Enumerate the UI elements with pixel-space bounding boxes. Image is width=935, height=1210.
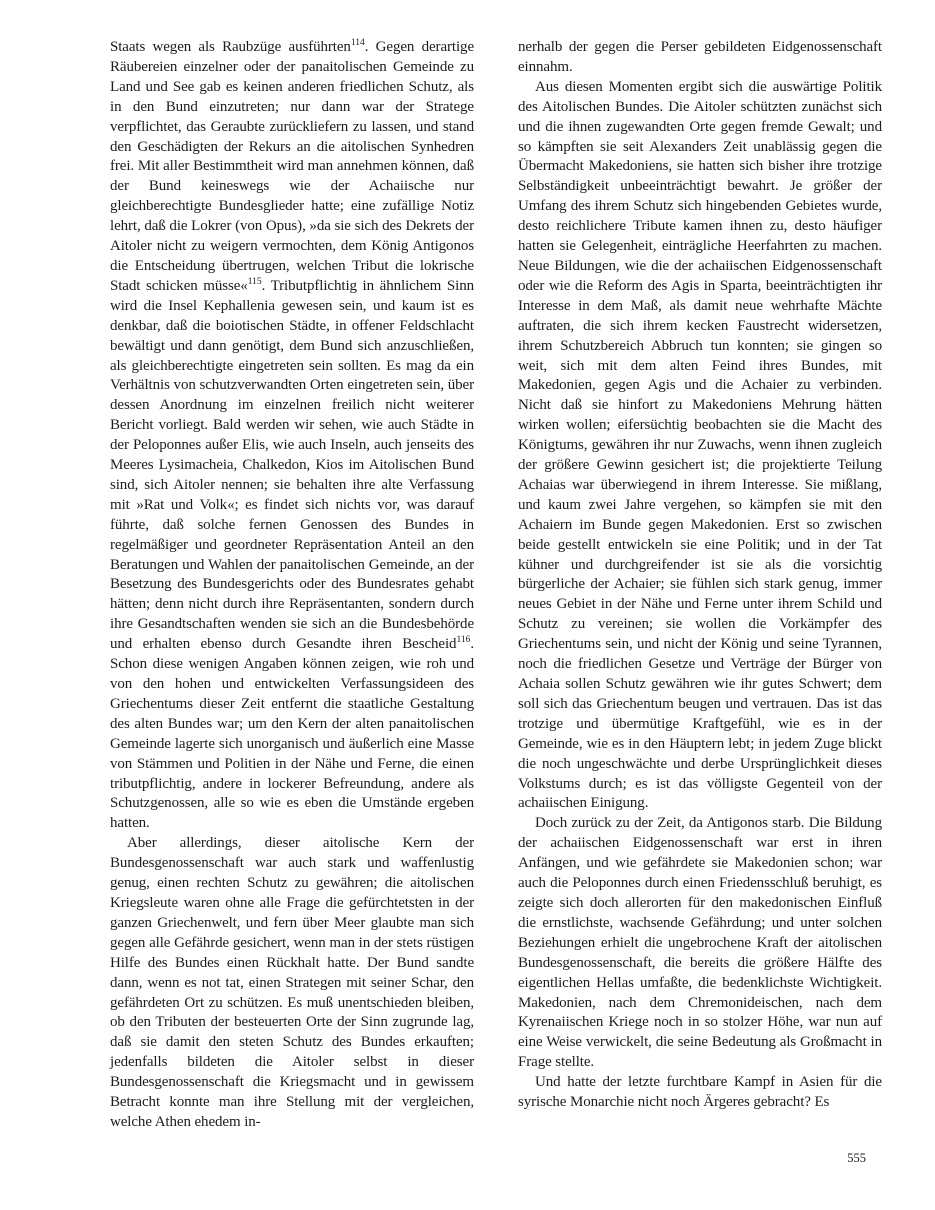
text-columns [110, 38, 882, 1133]
footnote-reference: 116 [456, 635, 471, 646]
paragraph: Doch zurück zu der Zeit, da Antigonos starb. Die Bildung der achaiischen Eidgenossenschaft war erst in ihren Anfängen, und wie gefährdete sie Makedonien schon; war auch die Peloponnes durch einen Friedensschluß beruhigt, es zeigte sich doch allerorten für den makedonischen Einfluß die ernstlichste, wachsende Gefährdung; und unter solchen Beziehungen erhielt die ungebrochene Kraft der aitolischen Bundesgenossenschaft, die bereits die größere Hälfte des eigentlichen Hellas umfaßte, die bedenklichste Wichtigkeit. Makedonien, nach dem Chremonideischen, nach dem Kyrenaiischen Kriege noch in so stolzer Höhe, war nun auf eine Weise verwickelt, die seine Bedeutung als Großmacht in Frage stellte. [518, 815, 882, 1071]
paragraph: Aus diesen Momenten ergibt sich die auswärtige Politik des Aitolischen Bundes. Die Aitoler schützten zunächst sich und die ihnen zugewandten Orte gegen fremde Gewalt; und so kämpften sie seit Alexanders Zeit unablässig gegen die Übermacht Makedoniens, sie hatten sich bisher ihre trotzige Selbständigkeit unbeeinträchtigt bewahrt. Je größer der Umfang des ihrem Schutz sich hingebenden Gebietes wurde, desto reichlichere Tribute kamen ihnen zu, desto häufiger hatten sie Gelegenheit, einträgliche Heerfahrten zu machen. Neue Bildungen, wie die der achaiischen Eidgenossenschaft oder wie die Reform des Agis in Sparta, beeinträchtigten ihr Interesse in dem Maß, als damit neue wehrhafte Mächte auftraten, die sich ihrem kecken Faustrecht widersetzen, ihrem Schutzbereich Abbruch tun konnten; sie gingen so weit, sich mit dem alten Feind ihres Bundes, mit Makedonien, gegen Agis und die Achaier zu verbinden. Nicht daß sie hinfort zu Makedoniens Mehrung hätten wirken wollen; eifersüchtig beobachten sie die Macht des Königtums, gewähren ihr nur Zuwachs, wenn ihnen zugleich der größere Gewinn gesichert ist; die projektierte Teilung Achaias war überwiegend in ihrem Interesse. Sie mißlang, und kaum zwei Jahre vergehen, so kämpfen sie mit den Achaiern im Bunde gegen Makedonien. Erst so zwischen beide gestellt entwickeln sie eine Politik; und in der Tat kühner und durchgreifender ist sie als die vorsichtig bürgerliche der Achaier; sie fühlen sich stark genug, immer neues Gebiet in der Nähe und Ferne unter ihrem Schild und Schutz zu vereinen; sie wollen die Vorkämpfer des Griechentums sein, und nicht der König und seine Tyrannen, noch die friedlichen Gesetze und Verträge der Bürger von Achaia sollen Schutz gewähren wie ihr gutes Schwert; dem soll sich das Griechentum beugen und vertrauen. Das ist das trotzige und übermütige Kraftgefühl, wie es in der Gemeinde, wie es in den Häuptern lebt; in jedem Zuge blickt die noch ungeschwächte und derbe Ursprünglichkeit dieses Volkstums durch; es ist das völligste Gegenteil von der achaiischen Einigung. [518, 78, 882, 812]
text-column-right [518, 38, 882, 1133]
footnote-reference: 115 [247, 276, 262, 287]
paragraph: Staats wegen als Raubzüge ausführten$^{114}$. Gegen derartige Räubereien einzelner oder der panaitolischen Gemeinde zu Land und See gab es keinen anderen friedlichen Schutz, als in den Bund einzutreten; nur dann war der Stratege verpflichtet, das Geraubte zurückliefern zu lassen, und stand den Geschädigten der Rekurs an die aitolischen Synhedren frei. Mit aller Bestimmtheit wird man annehmen können, daß der Bund keineswegs wie der Achaiische nur gleichberechtigte Bundesglieder hatte; eine zufällige Notiz lehrt, daß die Lokrer (von Opus), »da sie sich des Dekrets der Aitoler nicht zu weigern vermochten, dem König Antigonos die Entscheidung übertrugen, welchen Tribut die lokrische Stadt schicken müsse«$^{115}$. Tributpflichtig in ähnlichem Sinn wird die Insel Kephallenia gewesen sein, und kaum ist es denkbar, daß die boiotischen Städte, in offener Feldschlacht bewältigt und dann genötigt, dem Bund sich anzuschließen, als gleichberechtigte eingetreten sein sollten. Es mag da ein Verhältnis von schutzverwandten Orten eingetreten sein, über dessen Anordnung im einzelnen freilich nicht weiterer Bericht vorliegt. Bald werden wir sehen, wie auch Städte in der Peloponnes außer Elis, wie auch Inseln, auch jenseits des Meeres Lysimacheia, Chalkedon, Kios im Aitolischen Bund sind, sich Aitoler nennen; sie behalten ihre alte Verfassung mit »Rat und Volk«; es findet sich nichts vor, was darauf führte, daß solche fernen Genossen des Bundes in regelmäßiger und geordneter Repräsentation Anteil an den Beratungen und Wahlen der panaitolischen Gemeinde, an der Besetzung des Bundesgerichts oder des Bundesrates gehabt hätten; denn nicht durch ihre Repräsentanten, sondern durch ihre Gesandtschaften wenden sie sich an die Bundesbehörde und erhalten ebenso durch Gesandte ihren Bescheid$^{116}$. Schon diese wenigen Angaben können zeigen, wie roh und von den hohen und entwickelten Verfassungsideen des Griechentums dieser Zeit entfernt die staatliche Gestaltung des alten Bundes war; um den Kern der alten panaitolischen Gemeinde lagerte sich unorganisch und äußerlich eine Masse von Stämmen und Politien in der Nähe und Ferne, die einen tributpflichtig, andere in lockerer Befreundung, andere als Schutzgenossen, alle so wie es eben die Umstände ergeben hatten. [110, 38, 474, 832]
text-column-left [110, 38, 474, 1133]
footnote-reference: 114 [350, 38, 365, 48]
paragraph: nerhalb der gegen die Perser gebildeten Eidgenossenschaft einnahm. [518, 39, 882, 75]
paragraph: Und hatte der letzte furchtbare Kampf in Asien für die syrische Monarchie nicht noch Ärgeres gebracht? Es [518, 1074, 882, 1111]
page-number: 555 [847, 1151, 866, 1165]
paragraph: Aber allerdings, dieser aitolische Kern der Bundesgenossenschaft war auch stark und waffenlustig genug, einen rechten Schutz zu gewähren; die aitolischen Kriegsleute waren ohne alle Frage die gefürchtetsten in der ganzen Griechenwelt, und fern über Meer glaubte man sich gegen alle Gefährde gesichert, wenn man in der stets rüstigen Hilfe des Bundes einen Rückhalt hatte. Der Bund sandte dann, wenn es not tat, einen Strategen mit seiner Schar, den gefährdeten Ort zu schützen. Es muß unentschieden bleiben, ob den Tributen der besteuerten Orte der Sinn zugrunde lag, daß sie damit den steten Schutz des Bundes erkauften; jedenfalls bildeten die Aitoler selbst in dieser Bundesgenossenschaft die Kriegsmacht und in gewissem Betracht konnte man ihre Stellung mit der vergleichen, welche Athen ehedem in- [110, 835, 474, 1130]
